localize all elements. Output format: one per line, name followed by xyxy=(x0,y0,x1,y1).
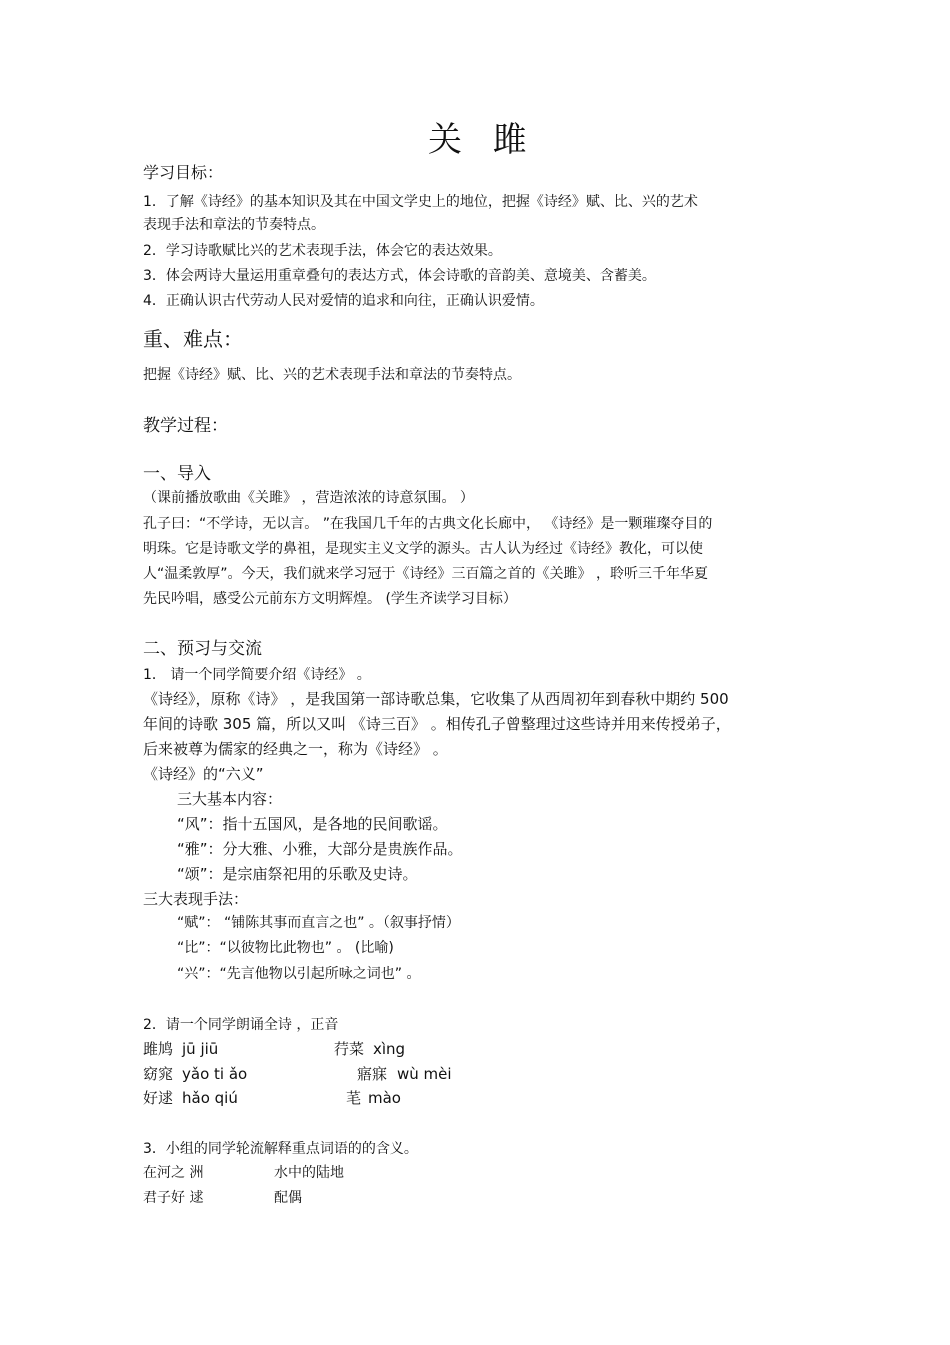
pinyin-word: 芼 xyxy=(346,1089,362,1107)
vocab-phrase: 在河之 洲 xyxy=(143,1165,204,1181)
pinyin-word: 寤寐 xyxy=(357,1065,388,1083)
pinyin-reading: wù mèi xyxy=(397,1065,452,1083)
vocab-meaning: 水中的陆地 xyxy=(274,1165,344,1181)
answer-line: 后来被尊为儒家的经典之一，称为《诗经》 。 xyxy=(143,740,448,758)
objectives-heading: 学习目标： xyxy=(143,163,224,182)
method-item: “兴”：“先言他物以引起所咏之词也” 。 xyxy=(177,966,421,982)
process-heading: 教学过程： xyxy=(143,416,228,436)
question-1: 1． 请一个同学简要介绍《诗经》 。 xyxy=(143,667,371,683)
methods-heading: 三大表现手法： xyxy=(143,890,249,908)
pinyin-reading: hǎo qiú xyxy=(182,1089,238,1107)
content-item: “风”：指十五国风，是各地的民间歌谣。 xyxy=(177,815,448,833)
intro-line: 人“温柔敦厚”。今天，我们就来学习冠于《诗经》三百篇之首的《关雎》 ，聆听三千年华夏 xyxy=(143,566,708,582)
pinyin-reading: yǎo ti ǎo xyxy=(182,1065,248,1083)
intro-line: 先民吟唱，感受公元前东方文明辉煌。 (学生齐读学习目标） xyxy=(143,591,517,607)
page-title: 关 雎 xyxy=(428,120,537,160)
liuyi-line: 《诗经》的“六义” xyxy=(143,765,264,783)
content-item: “雅”：分大雅、小雅，大部分是贵族作品。 xyxy=(177,840,463,858)
answer-line: 《诗经》，原称《诗》 ，是我国第一部诗歌总集，它收集了从西周初年到春秋中期约 500 xyxy=(143,690,729,708)
intro-heading: 一、导入 xyxy=(143,464,211,484)
intro-line: 明珠。它是诗歌文学的鼻祖，是现实主义文学的源头。古人认为经过《诗经》教化，可以使 xyxy=(143,541,703,557)
objective-line: 1．了解《诗经》的基本知识及其在中国文学史上的地位，把握《诗经》赋、比、兴的艺术 xyxy=(143,194,698,210)
pinyin-reading: jū jiū xyxy=(182,1040,219,1058)
contents-heading: 三大基本内容： xyxy=(177,790,283,808)
vocab-meaning: 配偶 xyxy=(274,1190,302,1206)
key-points-text: 把握《诗经》赋、比、兴的艺术表现手法和章法的节奏特点。 xyxy=(143,367,521,383)
intro-line: 孔子曰：“不学诗，无以言。 ”在我国几千年的古典文化长廊中， 《诗经》是一颗璀璨夺目的 xyxy=(143,516,713,532)
content-item: “颂”：是宗庙祭祀用的乐歌及史诗。 xyxy=(177,865,418,883)
objective-line: 表现手法和章法的节奏特点。 xyxy=(143,217,325,233)
question-2: 2．请一个同学朗诵全诗 ，正音 xyxy=(143,1017,339,1033)
pinyin-word: 窈窕 xyxy=(143,1065,174,1083)
pinyin-word: 雎鸠 xyxy=(143,1040,174,1058)
pinyin-reading: mào xyxy=(368,1089,401,1107)
pinyin-reading: xìng xyxy=(373,1040,406,1058)
question-3: 3．小组的同学轮流解释重点词语的的含义。 xyxy=(143,1141,418,1157)
key-points-heading: 重、难点： xyxy=(143,327,243,351)
pinyin-word: 好逑 xyxy=(143,1089,174,1107)
objective-line: 4．正确认识古代劳动人民对爱情的追求和向往，正确认识爱情。 xyxy=(143,293,544,309)
method-item: “比”：“以彼物比此物也” 。 (比喻) xyxy=(177,940,394,956)
preview-heading: 二、预习与交流 xyxy=(143,639,262,659)
pinyin-word: 荇菜 xyxy=(334,1040,365,1058)
objective-line: 2．学习诗歌赋比兴的艺术表现手法，体会它的表达效果。 xyxy=(143,243,502,259)
method-item: “赋”： “铺陈其事而直言之也” 。（叙事抒情） xyxy=(177,915,460,931)
objective-line: 3．体会两诗大量运用重章叠句的表达方式，体会诗歌的音韵美、意境美、含蓄美。 xyxy=(143,268,656,284)
intro-note: （课前播放歌曲《关雎》 ，营造浓浓的诗意氛围。 ） xyxy=(143,490,474,506)
answer-line: 年间的诗歌 305 篇，所以又叫 《诗三百》 。相传孔子曾整理过这些诗并用来传授弟子， xyxy=(143,715,731,733)
vocab-phrase: 君子好 逑 xyxy=(143,1190,204,1206)
